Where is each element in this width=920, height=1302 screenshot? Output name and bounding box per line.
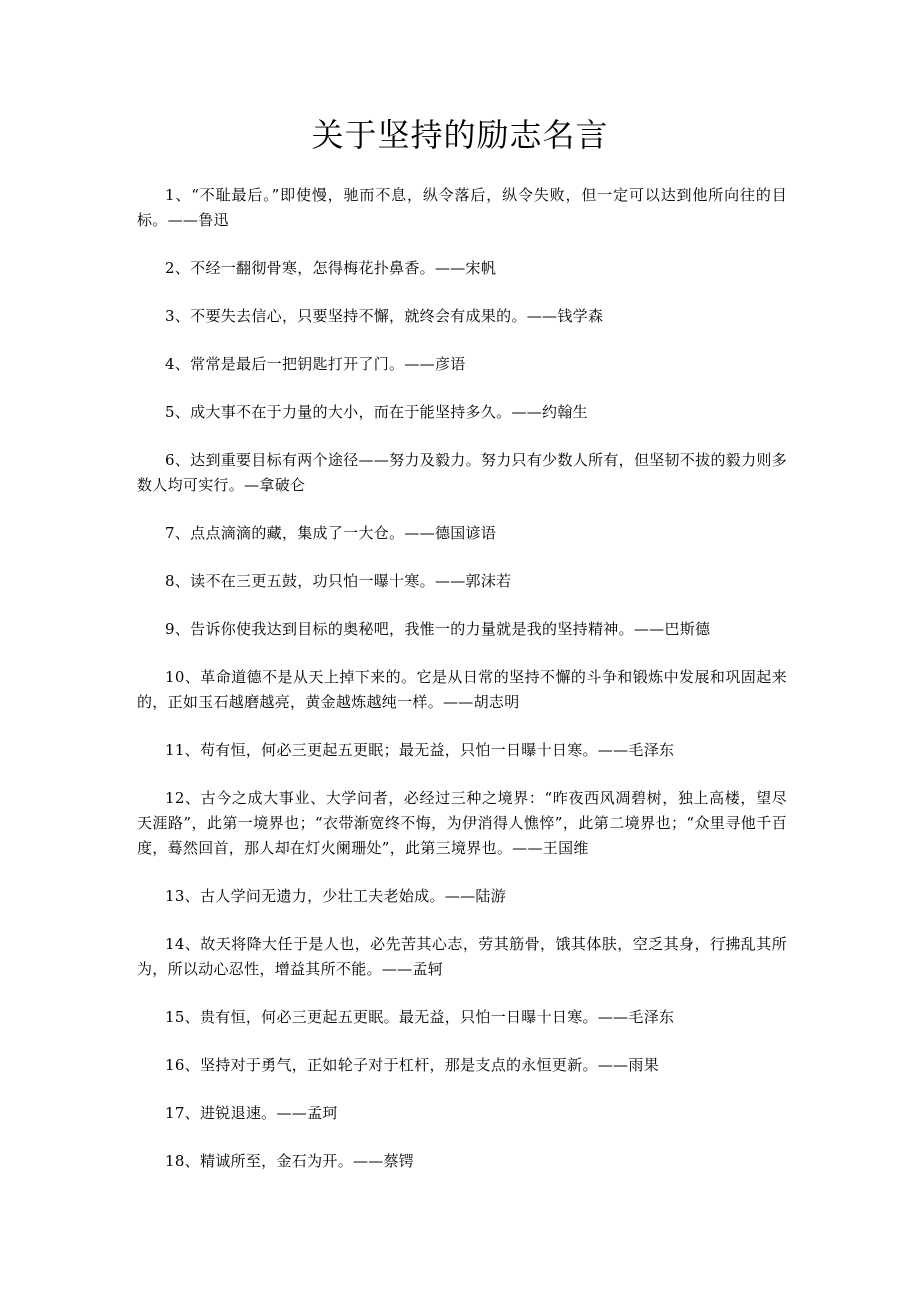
quote-item: 13、古人学问无遗力，少壮工夫老始成。——陆游 — [165, 887, 506, 905]
quote-item: 8、读不在三更五鼓，功只怕一曝十寒。——郭沫若 — [165, 572, 512, 590]
quote-item: 9、告诉你使我达到目标的奥秘吧，我惟一的力量就是我的坚持精神。——巴斯德 — [165, 620, 711, 638]
quote-item: 6、达到重要目标有两个途径——努力及毅力。努力只有少数人所有，但坚韧不拔的毅力则多数人均可实行。—拿破仑 — [137, 451, 787, 494]
document-title: 关于坚持的励志名言 — [311, 116, 609, 154]
quote-item: 16、坚持对于勇气，正如轮子对于杠杆，那是支点的永恒更新。——雨果 — [165, 1056, 659, 1074]
quote-item: 14、故天将降大任于是人也，必先苦其心志，劳其筋骨，饿其体肤，空乏其身，行拂乱其所为，所以动心忍性，增益其所不能。——孟轲 — [137, 935, 787, 978]
quote-item: 10、革命道德不是从天上掉下来的。它是从日常的坚持不懈的斗争和锻炼中发展和巩固起来的，正如玉石越磨越亮，黄金越炼越纯一样。——胡志明 — [137, 668, 787, 711]
quote-item: 15、贵有恒，何必三更起五更眠。最无益，只怕一日曝十日寒。——毛泽东 — [165, 1008, 675, 1026]
quote-item: 7、点点滴滴的藏，集成了一大仓。——德国谚语 — [165, 524, 497, 542]
quote-item: 3、不要失去信心，只要坚持不懈，就终会有成果的。——钱学森 — [165, 307, 604, 325]
quote-item: 11、苟有恒，何必三更起五更眠；最无益，只怕一日曝十日寒。——毛泽东 — [165, 741, 675, 759]
quote-item: 18、精诚所至，金石为开。——蔡锷 — [165, 1152, 415, 1170]
quote-list — [137, 183, 787, 1197]
quote-item: 5、成大事不在于力量的大小，而在于能坚持多久。——约翰生 — [165, 403, 588, 421]
quote-item: 4、常常是最后一把钥匙打开了门。——彦语 — [165, 355, 466, 373]
quote-item: 1、“不耻最后。”即使慢，驰而不息，纵令落后，纵令失败，但一定可以达到他所向往的目标。——鲁迅 — [137, 186, 787, 229]
quote-item: 12、古今之成大事业、大学问者，必经过三种之境界：“昨夜西风凋碧树，独上高楼，望尽天涯路”，此第一境界也；“衣带渐宽终不悔，为伊消得人憔悴”，此第二境界也；“众里寻他千百度，蓦然回首，那人却在灯火阑珊处”，此第三境界也。——王国维 — [137, 789, 787, 857]
quote-item: 2、不经一翻彻骨寒，怎得梅花扑鼻香。——宋帆 — [165, 259, 497, 277]
quote-item: 17、进锐退速。——孟珂 — [165, 1104, 338, 1122]
